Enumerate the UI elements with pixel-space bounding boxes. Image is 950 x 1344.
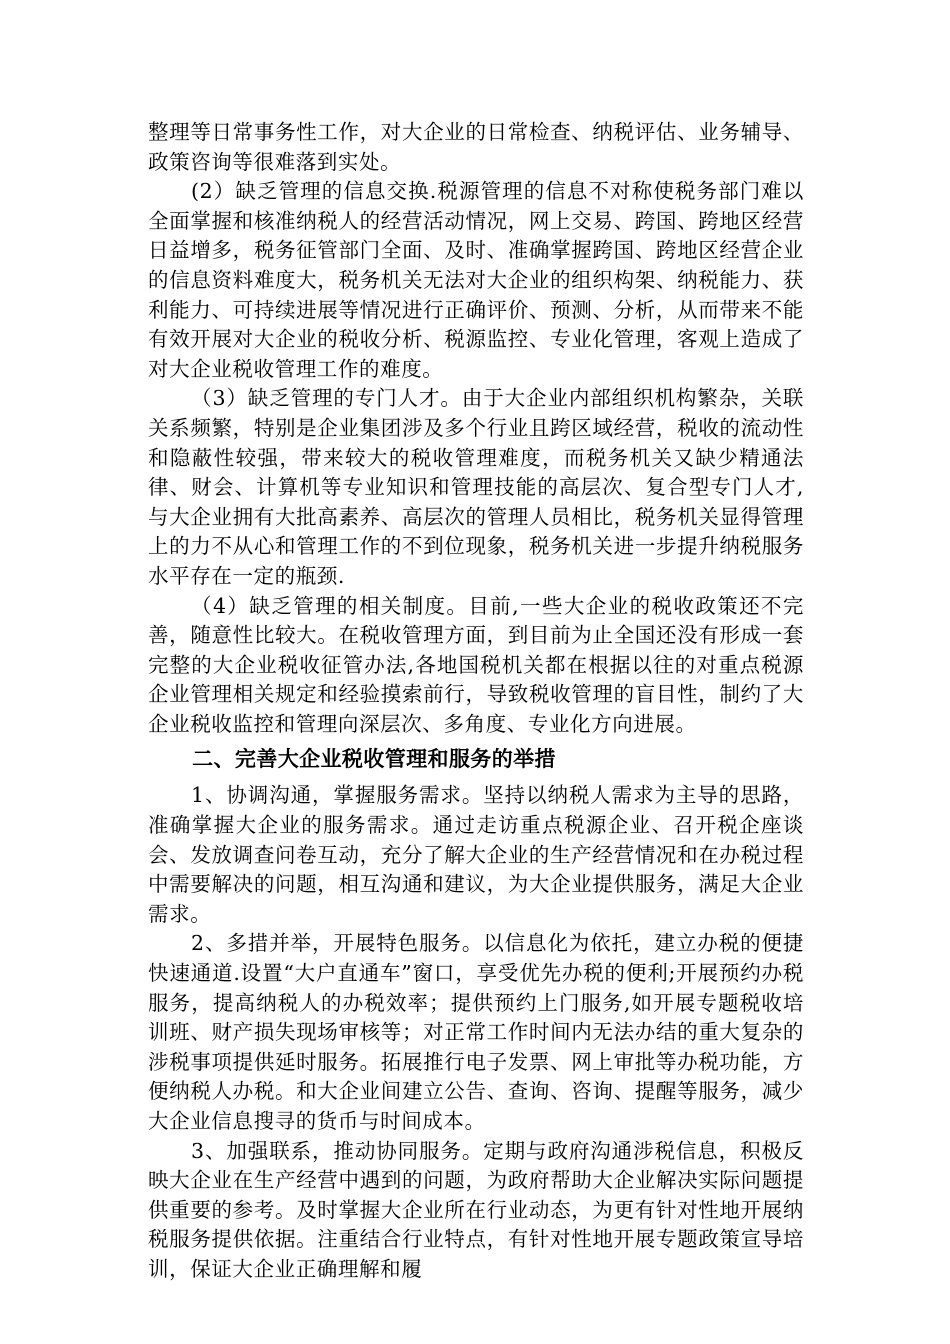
section-heading: 二、完善大企业税收管理和服务的举措 — [192, 747, 556, 772]
paragraph-continuation: 整理等日常事务性工作，对大企业的日常检查、纳税评估、业务辅导、政策咨询等很难落到实处。 — [148, 120, 804, 174]
paragraph-measure-3: 3、加强联系，推动协同服务。定期与政府沟通涉税信息，积极反映大企业在生产经营中遇到的问题，为政府帮助大企业解决实际问题提供重要的参考。及时掌握大企业所在行业动态，为更有针对性地开展纳税服务提供依据。注重结合行业特点，有针对性地开展专题政策宣导培训，保证大企业正确理解和履 — [148, 1138, 804, 1281]
paragraph-item-3: （3）缺乏管理的专门人才。由于大企业内部组织机构繁杂，关联关系频繁，特别是企业集团涉及多个行业且跨区域经营，税收的流动性和隐蔽性较强，带来较大的税收管理难度，而税务机关又缺少精通法律、财会、计算机等专业知识和管理技能的高层次、复合型专门人才,与大企业拥有大批高素养、高层次的管理人员相比，税务机关显得管理上的力不从心和管理工作的不到位现象，税务机关进一步提升纳税服务水平存在一定的瓶颈. — [148, 386, 804, 588]
paragraph-measure-2: 2、多措并举，开展特色服务。以信息化为依托，建立办税的便捷快速通道.设置“大户直通车”窗口，享受优先办税的便利;开展预约办税服务，提高纳税人的办税效率；提供预约上门服务,如开展专题税收培训班、财产损失现场审核等；对正常工作时间内无法办结的重大复杂的涉税事项提供延时服务。拓展推行电子发票、网上审批等办税功能，方便纳税人办税。和大企业间建立公告、查询、咨询、提醒等服务，减少大企业信息搜寻的货币与时间成本。 — [148, 931, 804, 1133]
paragraph-measure-1: 1、协调沟通，掌握服务需求。坚持以纳税人需求为主导的思路，准确掌握大企业的服务需求。通过走访重点税源企业、召开税企座谈会、发放调查问卷互动，充分了解大企业的生产经营情况和在办税过程中需要解决的问题，相互沟通和建议，为大企业提供服务，满足大企业需求。 — [148, 783, 804, 926]
paragraph-item-4: （4）缺乏管理的相关制度。目前,一些大企业的税收政策还不完善，随意性比较大。在税收管理方面，到目前为止全国还没有形成一套完整的大企业税收征管办法,各地国税机关都在根据以往的对重点税源企业管理相关规定和经验摸索前行，导致税收管理的盲目性，制约了大企业税收监控和管理向深层次、多角度、专业化方向进展。 — [148, 593, 804, 736]
document-page — [148, 118, 804, 1285]
paragraph-item-2: (2）缺乏管理的信息交换.税源管理的信息不对称使税务部门难以全面掌握和核准纳税人的经营活动情况，网上交易、跨国、跨地区经营日益增多，税务征管部门全面、及时、准确掌握跨国、跨地区经营企业的信息资料难度大，税务机关无法对大企业的组织构架、纳税能力、获利能力、可持续进展等情况进行正确评价、预测、分析，从而带来不能有效开展对大企业的税收分析、税源监控、专业化管理，客观上造成了对大企业税收管理工作的难度。 — [148, 179, 804, 381]
